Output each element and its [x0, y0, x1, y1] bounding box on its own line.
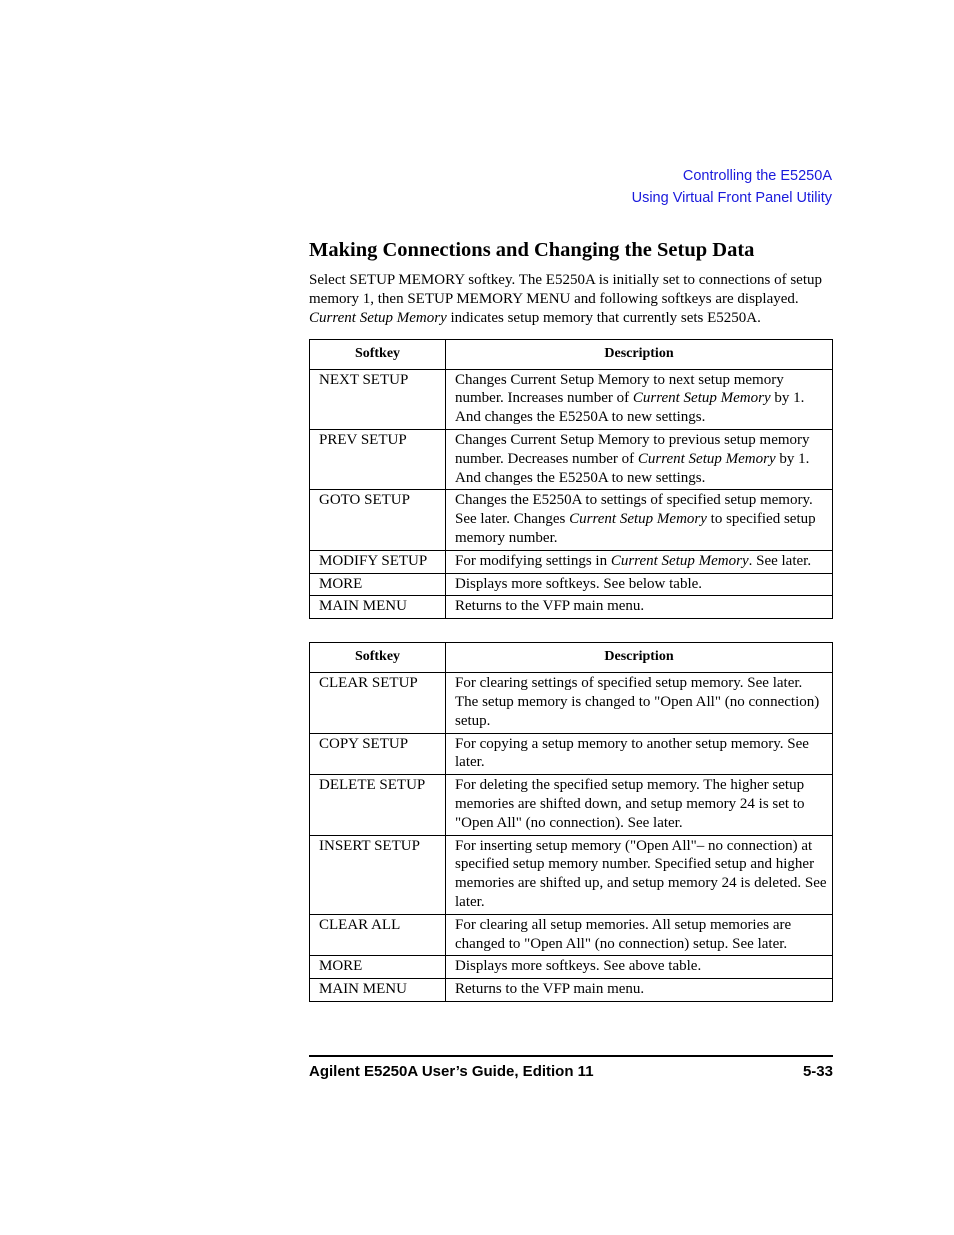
description-column-header: Description [446, 643, 833, 673]
text-run: by 1. And changes the E5250A to new settings. [455, 390, 805, 426]
softkey-description [446, 914, 833, 956]
chapter-title: Controlling the E5250A [682, 168, 832, 184]
table-row [310, 914, 833, 956]
text-run: For copying a setup memory to another setup memory. See later. [455, 735, 809, 771]
text-run: Changes Current Setup Memory to next setup memory number. Increases number of [455, 371, 784, 407]
table-row [310, 430, 833, 490]
text-run: Returns to the VFP main menu. [455, 598, 645, 615]
page-number: 5-33 [802, 1063, 833, 1080]
softkey-name: MORE [310, 956, 446, 979]
main-content [309, 236, 833, 1002]
table-row [310, 956, 833, 979]
emphasized-term: Current Setup Memory [569, 511, 707, 528]
page-footer [309, 1062, 833, 1082]
softkey-name: MORE [310, 573, 446, 596]
text-run: For clearing all setup memories. All setup memories are changed to "Open All" (no connection) setup. See later. [455, 916, 792, 952]
softkey-name: MODIFY SETUP [310, 550, 446, 573]
softkey-description [446, 673, 833, 733]
softkey-description [446, 490, 833, 550]
running-header [632, 165, 832, 209]
text-run: . See later. [748, 552, 812, 569]
text-run: For clearing settings of specified setup memory. See later. The setup memory is changed to "Open All" (no connection) setup. [455, 675, 820, 729]
softkey-description [446, 835, 833, 914]
table-row [310, 979, 833, 1002]
text-run: Select SETUP MEMORY softkey. The E5250A is initially set to connections of setup memory 1, then SETUP MEMORY MENU and following softkeys are displayed. [309, 272, 823, 308]
table-row [310, 596, 833, 619]
softkey-name: COPY SETUP [310, 733, 446, 775]
section-title: Using Virtual Front Panel Utility [631, 190, 832, 206]
table-row [310, 673, 833, 733]
table-header-row [310, 643, 833, 673]
text-run: For deleting the specified setup memory. The higher setup memories are shifted down, and setup memory 24 is set to "Open All" (no connection). See later. [455, 777, 805, 831]
table-row [310, 775, 833, 835]
softkey-description [446, 979, 833, 1002]
softkey-description [446, 733, 833, 775]
emphasized-term: Current Setup Memory [632, 390, 771, 407]
footer-title: Agilent E5250A User’s Guide, Edition 11 [309, 1063, 594, 1080]
softkey-description [446, 550, 833, 573]
table-row [310, 573, 833, 596]
text-run: For modifying settings in [455, 552, 611, 569]
more-softkey-table [309, 642, 833, 1002]
softkey-description [446, 573, 833, 596]
emphasized-term: Current Setup Memory [309, 310, 447, 327]
text-run: by 1. And changes the E5250A to new settings. [455, 450, 810, 486]
description-column-header: Description [446, 339, 833, 369]
softkey-name: INSERT SETUP [310, 835, 446, 914]
setup-memory-softkey-table [309, 339, 833, 620]
page-heading: Making Connections and Changing the Setup Data [309, 239, 755, 261]
softkey-name: DELETE SETUP [310, 775, 446, 835]
softkey-name: PREV SETUP [310, 430, 446, 490]
softkey-description [446, 596, 833, 619]
intro-paragraph [309, 271, 833, 329]
text-run: Changes Current Setup Memory to previous setup memory number. Decreases number of [455, 432, 810, 467]
text-run: Returns to the VFP main menu. [455, 981, 645, 998]
softkey-column-header: Softkey [310, 643, 446, 673]
table-row [310, 369, 833, 429]
table-row [310, 835, 833, 914]
footer-rule [309, 1055, 833, 1057]
table-header-row [310, 339, 833, 369]
table-row [310, 550, 833, 573]
table-row [310, 733, 833, 775]
softkey-name: MAIN MENU [310, 596, 446, 619]
softkey-description [446, 956, 833, 979]
table-row [310, 490, 833, 550]
softkey-name: CLEAR SETUP [310, 673, 446, 733]
text-run: For inserting setup memory ("Open All"– no connection) at specified setup memory number. Specified setup and higher memories are shifted up, and setup memory 24 is deleted. See later. [455, 837, 827, 910]
emphasized-term: Current Setup Memory [610, 552, 749, 569]
emphasized-term: Current Setup Memory [637, 450, 776, 467]
text-run: Displays more softkeys. See above table. [455, 958, 702, 975]
softkey-description [446, 430, 833, 490]
softkey-name: MAIN MENU [310, 979, 446, 1002]
softkey-name: CLEAR ALL [310, 914, 446, 956]
softkey-description [446, 369, 833, 429]
text-run: to specified setup memory number. [455, 511, 816, 546]
text-run: Changes the E5250A to settings of specified setup memory. See later. Changes [455, 492, 813, 528]
text-run: indicates setup memory that currently sets E5250A. [446, 310, 761, 327]
softkey-name: NEXT SETUP [310, 369, 446, 429]
softkey-column-header: Softkey [310, 339, 446, 369]
softkey-name: GOTO SETUP [310, 490, 446, 550]
softkey-description [446, 775, 833, 835]
text-run: Displays more softkeys. See below table. [455, 575, 703, 592]
